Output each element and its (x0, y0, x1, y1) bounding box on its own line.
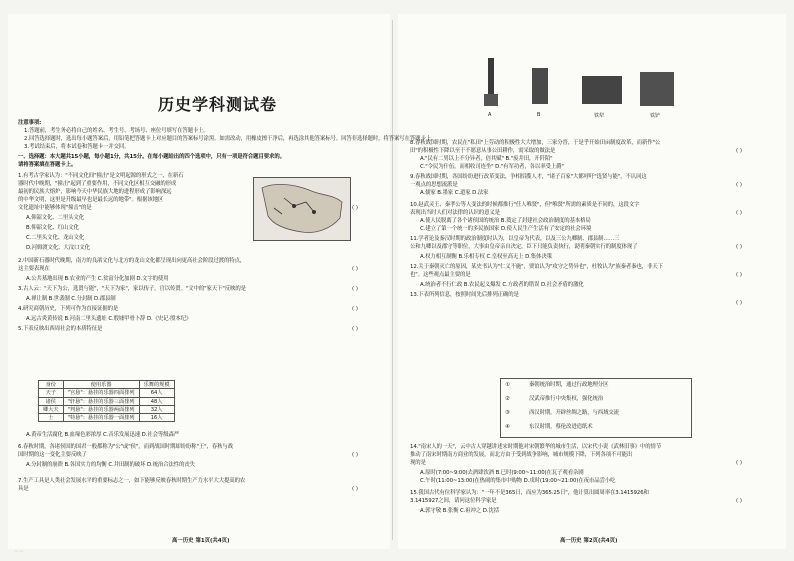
question-line: D.河姆渡文化、大汶口文化 (26, 245, 90, 251)
answer-parenthesis: ( ) (352, 326, 358, 332)
timeline-item: 东汉时期，蔡伦改进造纸术 (529, 424, 593, 430)
timeline-table (500, 378, 692, 438)
page-divider (392, 20, 393, 540)
watermark-stamp: ~~ (14, 548, 25, 555)
table-cell: 身份 (39, 381, 64, 389)
question-line: 一观点的思想流派是 (410, 182, 458, 188)
question-line: 具是 (18, 486, 29, 492)
question-line: 的中华文明，这里是升级最早也是最长远的地带"。根据该地区 (18, 197, 164, 203)
table-row (39, 381, 175, 389)
table-row (39, 397, 175, 405)
question-line: A."民有二男以上不分异者，倍其赋" B."废井田，开阡陌" (420, 156, 553, 162)
question-line: 文化遗址中能够体现"撞击"的是 (18, 205, 92, 211)
tool-label: A (488, 112, 492, 118)
notes-header: 注意事项: (18, 120, 42, 126)
question-line: A.统治者不行仁政 B.农民起义爆发 C.方政者的错误 D.社会矛盾的激化 (420, 282, 584, 288)
table-cell: 卿大夫 (39, 405, 64, 413)
table-row (39, 405, 175, 413)
table-cell: 士 (39, 414, 64, 422)
question-line: 推动了南宋时期南方商业的发展，而北方由于受到战争影响，城市规模下降，下列各项不可能出 (410, 452, 633, 458)
footer-page-1: 高一历史 第1页(共4页) (172, 538, 230, 544)
section-heading: 一、选择题：本大题共15小题，每小题1分，共15分。在每小题给出的四个选项中，只有一项是符合题目要求的。 (18, 154, 285, 160)
question-line: 13.下表所列信息，按照时间先后排列正确的是 (410, 292, 519, 298)
music-table (38, 380, 175, 422)
question-line: 12.关于秦朝灭亡的原因，某史书认为"仁义不施"，贾谊认为"攻守之势异也"，杜牧认为"族秦者秦也，非天下 (410, 264, 663, 270)
tools-image-strip (480, 58, 700, 128)
question-line: 田"的积极性下降以至于不愿意从事公田耕作，需采取的做法是 (410, 148, 556, 154)
table-cell: 乐舞的规模 (139, 381, 174, 389)
question-line: C."令民为什伍，而相收司连坐" D."有军功者，各以率受上爵" (420, 164, 564, 170)
question-line: A.儒家 B.墨家 C.道家 D.法家 (420, 190, 489, 196)
table-cell: 32人 (139, 405, 174, 413)
table-row (39, 414, 175, 422)
table-cell: 诸侯 (39, 397, 64, 405)
timeline-item: 西汉时期，开辟丝绸之路，与西域交流 (529, 410, 619, 416)
section-sub: 请将答案填在答题卡上。 (18, 162, 77, 168)
answer-parenthesis: ( ) (736, 460, 742, 466)
tool-label: 铁铲 (650, 113, 661, 119)
note-line: 3.考试结束后，将本试卷和答题卡一并交回。 (24, 144, 130, 150)
answer-parenthesis: ( ) (736, 244, 742, 250)
question-line: A.使人民脱离了各个诸侯国的统治 B.奠定了封建社会政治制度的基本格局 (420, 218, 591, 224)
tool-a-icon (488, 58, 494, 98)
question-line: 4.研究商朝历史，下列可作为直接证据的是 (18, 306, 119, 312)
question-line: 1.有考古学家认为："不同文化间"撞击"是文明起源的形式之一，在新石 (18, 173, 184, 179)
question-line: A.郭守敬 B.张衡 C.祖冲之 D.沈括 (420, 508, 500, 514)
iron-shovel-icon (640, 72, 674, 106)
tool-label: 铁犁 (594, 113, 605, 119)
question-line: 国时期的这一变化主要反映了 (18, 452, 87, 458)
answer-parenthesis: ( ) (352, 452, 358, 458)
question-line: 11.学者论及秦汉时期的政治制度时认为，以皇帝为代表，以及三公九卿制、郡县制……三 (410, 236, 620, 242)
question-line: A.权力相互制衡 B.乐相专权 C.皇权至高无上 D.集体决策 (420, 254, 552, 260)
question-line: C.二里头文化、龙山文化 (26, 235, 85, 241)
answer-parenthesis: ( ) (736, 182, 742, 188)
question-line: 7.生产工具是人类社会发展水平的重要标志之一，如下能够反映春秋时期生产力水平大大提高的农 (18, 478, 246, 484)
note-line: 1.答题前，考生务必将自己的姓名、考生号、考场号、座位号填写在答题卡上。 (24, 128, 209, 134)
tool-a-head-icon (484, 94, 498, 106)
answer-parenthesis: ( ) (736, 498, 742, 504)
question-line: 公和九卿以及郡守等职位，大事由皇帝亲自决定，臣下只能负责执行，说明秦朝实行的制度体现了 (410, 244, 638, 250)
question-line: 6.春秋时期，各诸侯国的国君一般都称为"公"或"侯"，而到战国时期却纷纷称"王"，春秋与战 (18, 444, 233, 450)
question-line: 5.下表反映出西周社会的本质特征是 (18, 326, 103, 332)
question-line: 现的是 (410, 460, 426, 466)
question-line: A.禅让制 B.世袭制 C.分封制 D.郡县制 (26, 296, 116, 302)
table-cell: 48人 (139, 397, 174, 405)
tool-label: B (537, 112, 541, 118)
answer-parenthesis: ( ) (736, 210, 742, 216)
answer-parenthesis: ( ) (352, 286, 358, 292)
question-line: A.远古炎黄传说 B.河南二里头遗址 C.殷墟甲骨卜辞 D.《史记·殷本纪》 (26, 316, 192, 322)
tool-b-icon (532, 68, 548, 104)
question-line: A.仰韶文化、二里头文化 (26, 215, 85, 221)
timeline-item: 秦朝统治时期，通过行政地理分区 (529, 382, 609, 388)
question-line: 表现出当时人们对法律的认识的意义是 (410, 210, 500, 216)
question-line: 也"。这些观点最主要的是 (410, 272, 471, 278)
question-line: 这主要表现在 (18, 266, 50, 272)
timeline-num: ② (505, 396, 510, 402)
answer-parenthesis: ( ) (352, 266, 358, 272)
table-cell: 使用乐器 (63, 381, 139, 389)
question-line: A.黄帝生活腐化 B.血缘色彩浓厚 C.音乐发展迅速 D.社会等级森严 (26, 432, 180, 438)
question-line: C.午时(11:00~13:00)在热闹的集市中购物 D.戌时(19:00~21:00)在夜市品尝小吃 (420, 478, 616, 484)
question-line: 最初的民族大熔炉，影响今天中华民族大地的进程形成了影响深远 (18, 189, 172, 195)
timeline-item: 汉武帝推行中央集权，强化统治 (529, 396, 604, 402)
table-cell: 64人 (139, 389, 174, 397)
note-line: 2.回答选择题时，选出每小题答案后，用铅笔把答题卡上对应题目的答案标号涂黑。如需改动，用橡皮擦干净后，再选涂其他答案标号。回答非选择题时，将答案写在答题卡上。 (24, 136, 437, 142)
question-line: B.仰韶文化、红山文化 (26, 225, 79, 231)
question-line: A.原时(7:00~9:00)去酒肆饮酒 B.巳时(9:00~11:00)在瓦子观看杂剧 (420, 470, 584, 476)
question-line: A.公共墓地出现 B.农业的产生 C.贫富分化加剧 D.文字的使用 (26, 276, 169, 282)
question-line: 14."南宋人的一天"，云中古人穿越讲述宋时期他对宋朝繁华的城市生活，以宋代小说《武林旧事》中的情节 (410, 444, 662, 450)
question-line: A.分封制的崩溃 B.各国实力的均衡 C.井田制的破坏 D.统治合法性的丧失 (26, 462, 195, 468)
table-cell: "判悬"：悬挂的乐器两面排列 (63, 405, 139, 413)
question-line: 3.古人云："天下为公，选贤与能"，"天下为家"，家以传子，官以传贤。"文中的"家天下"反映的是 (18, 286, 246, 292)
iron-plough-icon (582, 76, 622, 104)
question-line: 8.春秋战国时期，农民在"私田"上劳动的积极性大大增加，三家分晋，于是乎开始田亩制度改革，而新作"公 (410, 140, 661, 146)
answer-parenthesis: ( ) (736, 300, 742, 306)
table-cell: "宫悬"：悬挂的乐器四面排列 (63, 389, 139, 397)
table-row (39, 389, 175, 397)
table-cell: 16人 (139, 414, 174, 422)
question-line: C.建立了第一个统一的多民族国家 D.使人民生产生活有了安定的社会环境 (420, 226, 592, 232)
question-line: 10.赵武灵王、秦孝公等人变法的时候都推行"任人唯贤"，但"唯贤"所需的素质是不同的，这段文字 (410, 202, 640, 208)
footer-page-2: 高一历史 第2页(共4页) (560, 538, 618, 544)
question-line: 15.我国古代有位科学家认为："一年不是365日，而应为365.25日"，他计算出圆周率在3.1415926和 (410, 490, 649, 496)
map-image (253, 177, 351, 241)
exam-title: 历史学科测试卷 (158, 95, 278, 114)
answer-parenthesis: ( ) (352, 486, 358, 492)
answer-parenthesis: ( ) (352, 306, 358, 312)
answer-parenthesis: ( ) (736, 272, 742, 278)
question-line: 2.中国新石器时代晚期，南方的良渚文化与北方的龙山文化都呈现出向更高社会阶段过渡的特点， (18, 258, 246, 264)
question-line: 3.1415927之间，请问这位科学家是 (410, 498, 497, 504)
table-cell: "轩悬"：悬挂的乐器三面排列 (63, 397, 139, 405)
table-cell: "特悬"：悬挂的乐器一面排列 (63, 414, 139, 422)
table-cell: 天子 (39, 389, 64, 397)
answer-parenthesis: ( ) (352, 205, 358, 211)
timeline-num: ④ (505, 424, 510, 430)
question-line: 9.春秋战国时期，各国纷纷进行改革变法，争相招揽人才，"诸子百家"大都呼吁"选贤与能"，不认同这 (410, 174, 647, 180)
timeline-num: ① (505, 382, 510, 388)
answer-parenthesis: ( ) (736, 148, 742, 154)
timeline-num: ③ (505, 410, 510, 416)
question-line: 器时代中晚期，"撞击"起到了重要作用，不同文化区相互交融的形成 (18, 181, 177, 187)
